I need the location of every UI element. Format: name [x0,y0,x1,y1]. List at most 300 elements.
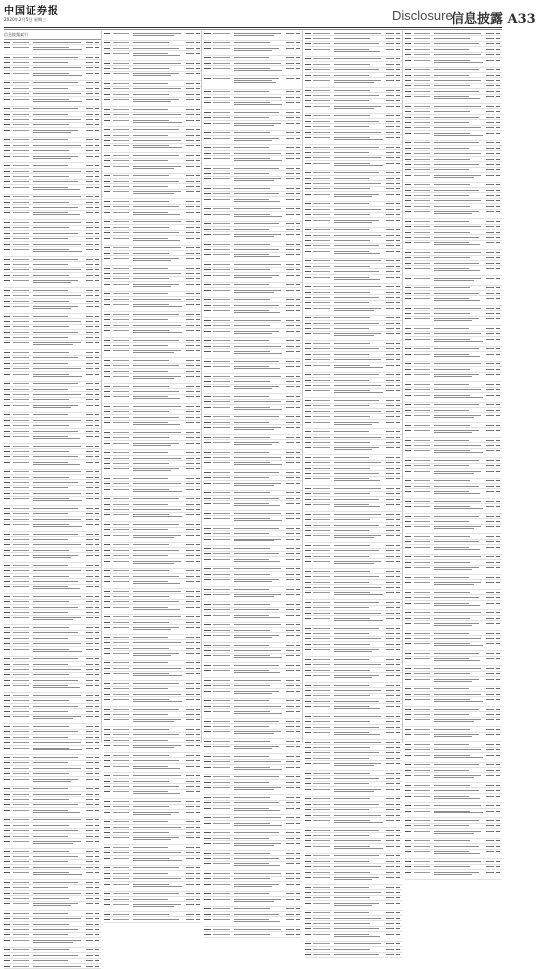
stock-code [305,813,313,817]
stock-code [204,501,212,510]
company-name [413,753,433,762]
announcement-title [132,317,185,321]
stock-code [305,446,313,455]
stock-code [305,574,313,578]
page-ref [496,818,502,822]
company-name [312,228,332,232]
company-name [212,76,232,89]
page-ref [396,161,402,170]
stock-code [4,829,12,833]
stock-code [4,470,12,474]
stock-code [4,273,12,277]
stock-code [204,633,212,642]
publish-date [86,117,96,121]
announcement-title [132,502,185,506]
publish-date [486,193,496,197]
announcement-title [233,516,286,525]
company-name [413,773,433,782]
stock-code [104,635,112,639]
company-name [212,476,232,480]
page-ref [396,284,402,288]
publish-date [286,587,296,591]
page-ref [196,882,202,891]
stock-code [405,794,413,803]
company-name [112,882,132,891]
publish-date [386,264,396,268]
publish-date [286,704,296,708]
publish-date [86,964,96,968]
company-name [212,212,232,221]
announcement-title [333,486,386,490]
publish-date [286,862,296,871]
announcement-title [433,555,486,559]
company-name [413,141,433,145]
stock-code [204,455,212,459]
stock-code [104,256,112,265]
page-ref [95,724,101,728]
announcement-title [433,131,486,140]
publish-date [386,404,396,408]
company-name [112,712,132,716]
company-name [312,844,332,853]
page-ref [496,768,502,772]
announcement-title [433,317,486,326]
index-row [405,566,502,576]
announcement-title [132,421,185,430]
announcement-title [333,150,386,154]
stock-code [4,678,12,682]
stock-code [305,264,313,268]
page-ref [95,123,101,127]
stock-code [405,352,413,361]
publish-date [386,373,396,377]
announcement-title [333,238,386,242]
company-name [212,684,232,688]
page-ref [396,839,402,843]
announcement-title [132,246,185,250]
stock-code [405,388,413,392]
page-ref [196,210,202,219]
announcement-title [132,799,185,803]
announcement-title [333,611,386,615]
stock-code [104,773,112,777]
publish-date [86,304,96,313]
announcement-title [32,610,85,614]
announcement-title [233,780,286,784]
publish-date [186,902,196,911]
company-name [413,742,433,746]
company-name [413,256,433,260]
index-row [405,210,502,220]
page-ref [95,636,101,640]
page-ref [396,859,402,863]
page-ref [95,512,101,516]
announcement-title [233,400,286,404]
stock-code [104,877,112,881]
publish-date [386,549,396,553]
company-name [212,455,232,459]
page-ref [95,480,101,484]
company-name [112,743,132,752]
company-name [413,580,433,589]
publish-date [486,666,496,670]
page-ref [95,423,101,427]
company-name [312,890,332,894]
index-row [204,253,301,263]
announcement-title [433,514,486,518]
publish-date [86,123,96,127]
publish-date [286,273,296,282]
announcement-title [333,642,386,646]
stock-code [305,93,313,97]
stock-code [204,308,212,317]
company-name [112,892,132,896]
publish-date [386,233,396,237]
page-ref [196,681,202,685]
company-name [413,352,433,361]
company-name [12,413,32,417]
publish-date [386,631,396,635]
company-name [312,492,332,496]
company-name [413,408,433,412]
stock-code [204,232,212,241]
announcement-title [32,497,85,506]
index-row [104,902,201,912]
publish-date [486,78,496,82]
publish-date [186,522,196,526]
announcement-title [433,742,486,746]
stock-code [305,389,313,398]
publish-date [186,784,196,788]
announcement-title [32,71,85,80]
stock-code [405,47,413,51]
publish-date [86,698,96,702]
announcement-title [333,745,386,749]
index-row [405,449,502,459]
company-name [212,440,232,449]
page-ref [95,818,101,822]
page-ref [296,400,302,404]
publish-date [286,359,296,363]
publish-date [286,400,296,404]
company-name [12,470,32,474]
publish-date [86,797,96,801]
stock-code [204,912,212,916]
stock-code [204,623,212,627]
publish-date [486,631,496,635]
publish-date [186,779,196,783]
announcement-title [233,654,286,663]
index-row [305,78,402,88]
publish-date [86,392,96,396]
publish-date [86,772,96,776]
publish-date [86,829,96,833]
stock-code [4,387,12,391]
stock-code [405,458,413,462]
page-ref [296,806,302,815]
company-name [212,41,232,45]
company-name [112,605,132,614]
announcement-title [433,193,486,197]
publish-date [286,192,296,196]
stock-code [4,662,12,666]
announcement-title [333,284,386,288]
publish-date [486,753,496,762]
stock-code [305,663,313,667]
stock-code [4,185,12,194]
index-row [104,605,201,615]
publish-date [186,825,196,829]
page-ref [95,715,101,724]
company-name [112,312,132,316]
stock-code [4,299,12,303]
company-name [312,373,332,377]
stock-code [104,271,112,275]
stock-code [405,241,413,250]
index-row [4,746,101,756]
page-ref [496,332,502,336]
announcement-title [32,902,85,911]
index-row [204,121,301,131]
announcement-title [233,856,286,860]
company-name [212,186,232,190]
page-ref [196,118,202,127]
index-row [204,136,301,146]
publish-date [386,347,396,351]
stock-code [305,171,313,175]
page-ref [496,753,502,762]
announcement-title [333,383,386,387]
stock-code [305,626,313,630]
stock-code [305,642,313,646]
page-ref [95,704,101,708]
stock-code [104,866,112,870]
company-name [413,230,433,234]
company-name [212,892,232,896]
page-ref [496,367,502,371]
company-name [12,387,32,391]
index-row [405,317,502,327]
publish-date [86,107,96,111]
page-ref [496,362,502,366]
company-name [312,580,332,584]
publish-date [386,704,396,713]
announcement-title [32,66,85,70]
company-name [413,109,433,113]
stock-code [204,608,212,612]
company-name [413,423,433,427]
stock-code [204,242,212,246]
stock-code [305,901,313,910]
page-ref [95,470,101,474]
announcement-title [433,423,486,427]
page-ref [396,301,402,305]
announcement-title [32,574,85,578]
page-ref [95,86,101,90]
announcement-title [132,625,185,634]
company-name [212,730,232,739]
page-ref [396,751,402,755]
announcement-title [32,625,85,629]
stock-code [405,504,413,513]
publish-date [486,276,496,285]
publish-date [386,358,396,362]
publish-date [286,678,296,682]
announcement-title [233,476,286,480]
publish-date [186,389,196,393]
page-ref [296,633,302,642]
stock-code [4,865,12,869]
stock-code [104,646,112,650]
page-ref [95,532,101,536]
announcement-title [132,384,185,388]
company-name [413,692,433,696]
company-name [212,526,232,530]
stock-code [305,585,313,589]
stock-code [204,76,212,89]
stock-code [405,210,413,219]
announcement-title [333,321,386,325]
stock-code [305,631,313,635]
company-name [413,748,433,752]
page-ref [95,772,101,776]
company-name [212,192,232,196]
publish-date [186,753,196,757]
company-name [312,455,332,459]
publish-date [386,486,396,490]
company-name [212,450,232,454]
page-ref [496,850,502,859]
publish-date [186,312,196,316]
stock-code [4,839,12,848]
index-row [4,372,101,382]
publish-date [386,477,396,486]
company-name [212,90,232,94]
announcement-title [333,740,386,744]
company-name [12,896,32,900]
announcement-title [132,179,185,183]
publish-date [286,830,296,834]
company-name [212,765,232,774]
publish-date [186,246,196,250]
page-ref [196,246,202,250]
company-name [112,358,132,362]
publish-date [386,714,396,718]
page-ref [496,230,502,234]
page-ref [396,316,402,320]
publish-date [386,228,396,232]
stock-code [204,338,212,342]
page-ref [95,860,101,864]
stock-code [305,244,313,248]
company-name [413,36,433,40]
index-row [405,809,502,819]
publish-date [186,144,196,153]
announcement-title [32,128,85,137]
publish-date [186,672,196,681]
index-row [104,282,201,292]
company-name [413,31,433,35]
company-name [12,959,32,963]
announcement-title [433,601,486,610]
publish-date [386,606,396,610]
publish-date [386,864,396,868]
index-row [104,256,201,266]
index-row [305,901,402,911]
page-ref [496,89,502,93]
stock-code [4,418,12,422]
page-ref [196,507,202,511]
page-ref [196,579,202,588]
announcement-title [233,222,286,226]
stock-code [204,440,212,449]
page-ref [95,647,101,656]
publish-date [186,892,196,896]
company-name [212,145,232,149]
page-ref [95,180,101,184]
company-name [413,204,433,208]
stock-code [104,482,112,486]
stock-code [204,593,212,602]
company-name [112,476,132,480]
stock-code [405,413,413,422]
stock-code [4,226,12,230]
announcement-title [233,578,286,587]
company-name [312,787,332,796]
announcement-title [233,338,286,342]
stock-code [204,303,212,307]
stock-code [305,284,313,288]
page-ref [396,233,402,237]
publish-date [86,81,96,85]
stock-code [405,707,413,711]
company-name [12,138,32,142]
page-ref [95,367,101,371]
announcement-title [433,595,486,599]
stock-code [305,57,313,61]
stock-code [4,766,12,770]
index-row [204,288,301,298]
company-name [312,896,332,900]
company-name [312,78,332,87]
stock-code [104,302,112,311]
stock-code [204,648,212,652]
stock-code [405,188,413,192]
stock-code [4,517,12,521]
stock-code [4,455,12,459]
page-ref [196,718,202,727]
publish-date [286,593,296,602]
company-name [413,859,433,863]
company-name [312,503,332,512]
publish-date [86,382,96,386]
stock-code [405,347,413,351]
stock-code [104,548,112,552]
company-name [112,871,132,875]
page-ref [95,563,101,567]
announcement-title [333,751,386,755]
page-ref [296,95,302,99]
index-row [104,625,201,635]
stock-code [405,809,413,818]
announcement-title [233,927,286,931]
publish-date [86,834,96,838]
stock-code [204,435,212,439]
stock-code [405,469,413,478]
page-ref [396,352,402,356]
company-name [212,786,232,795]
publish-date [86,522,96,531]
